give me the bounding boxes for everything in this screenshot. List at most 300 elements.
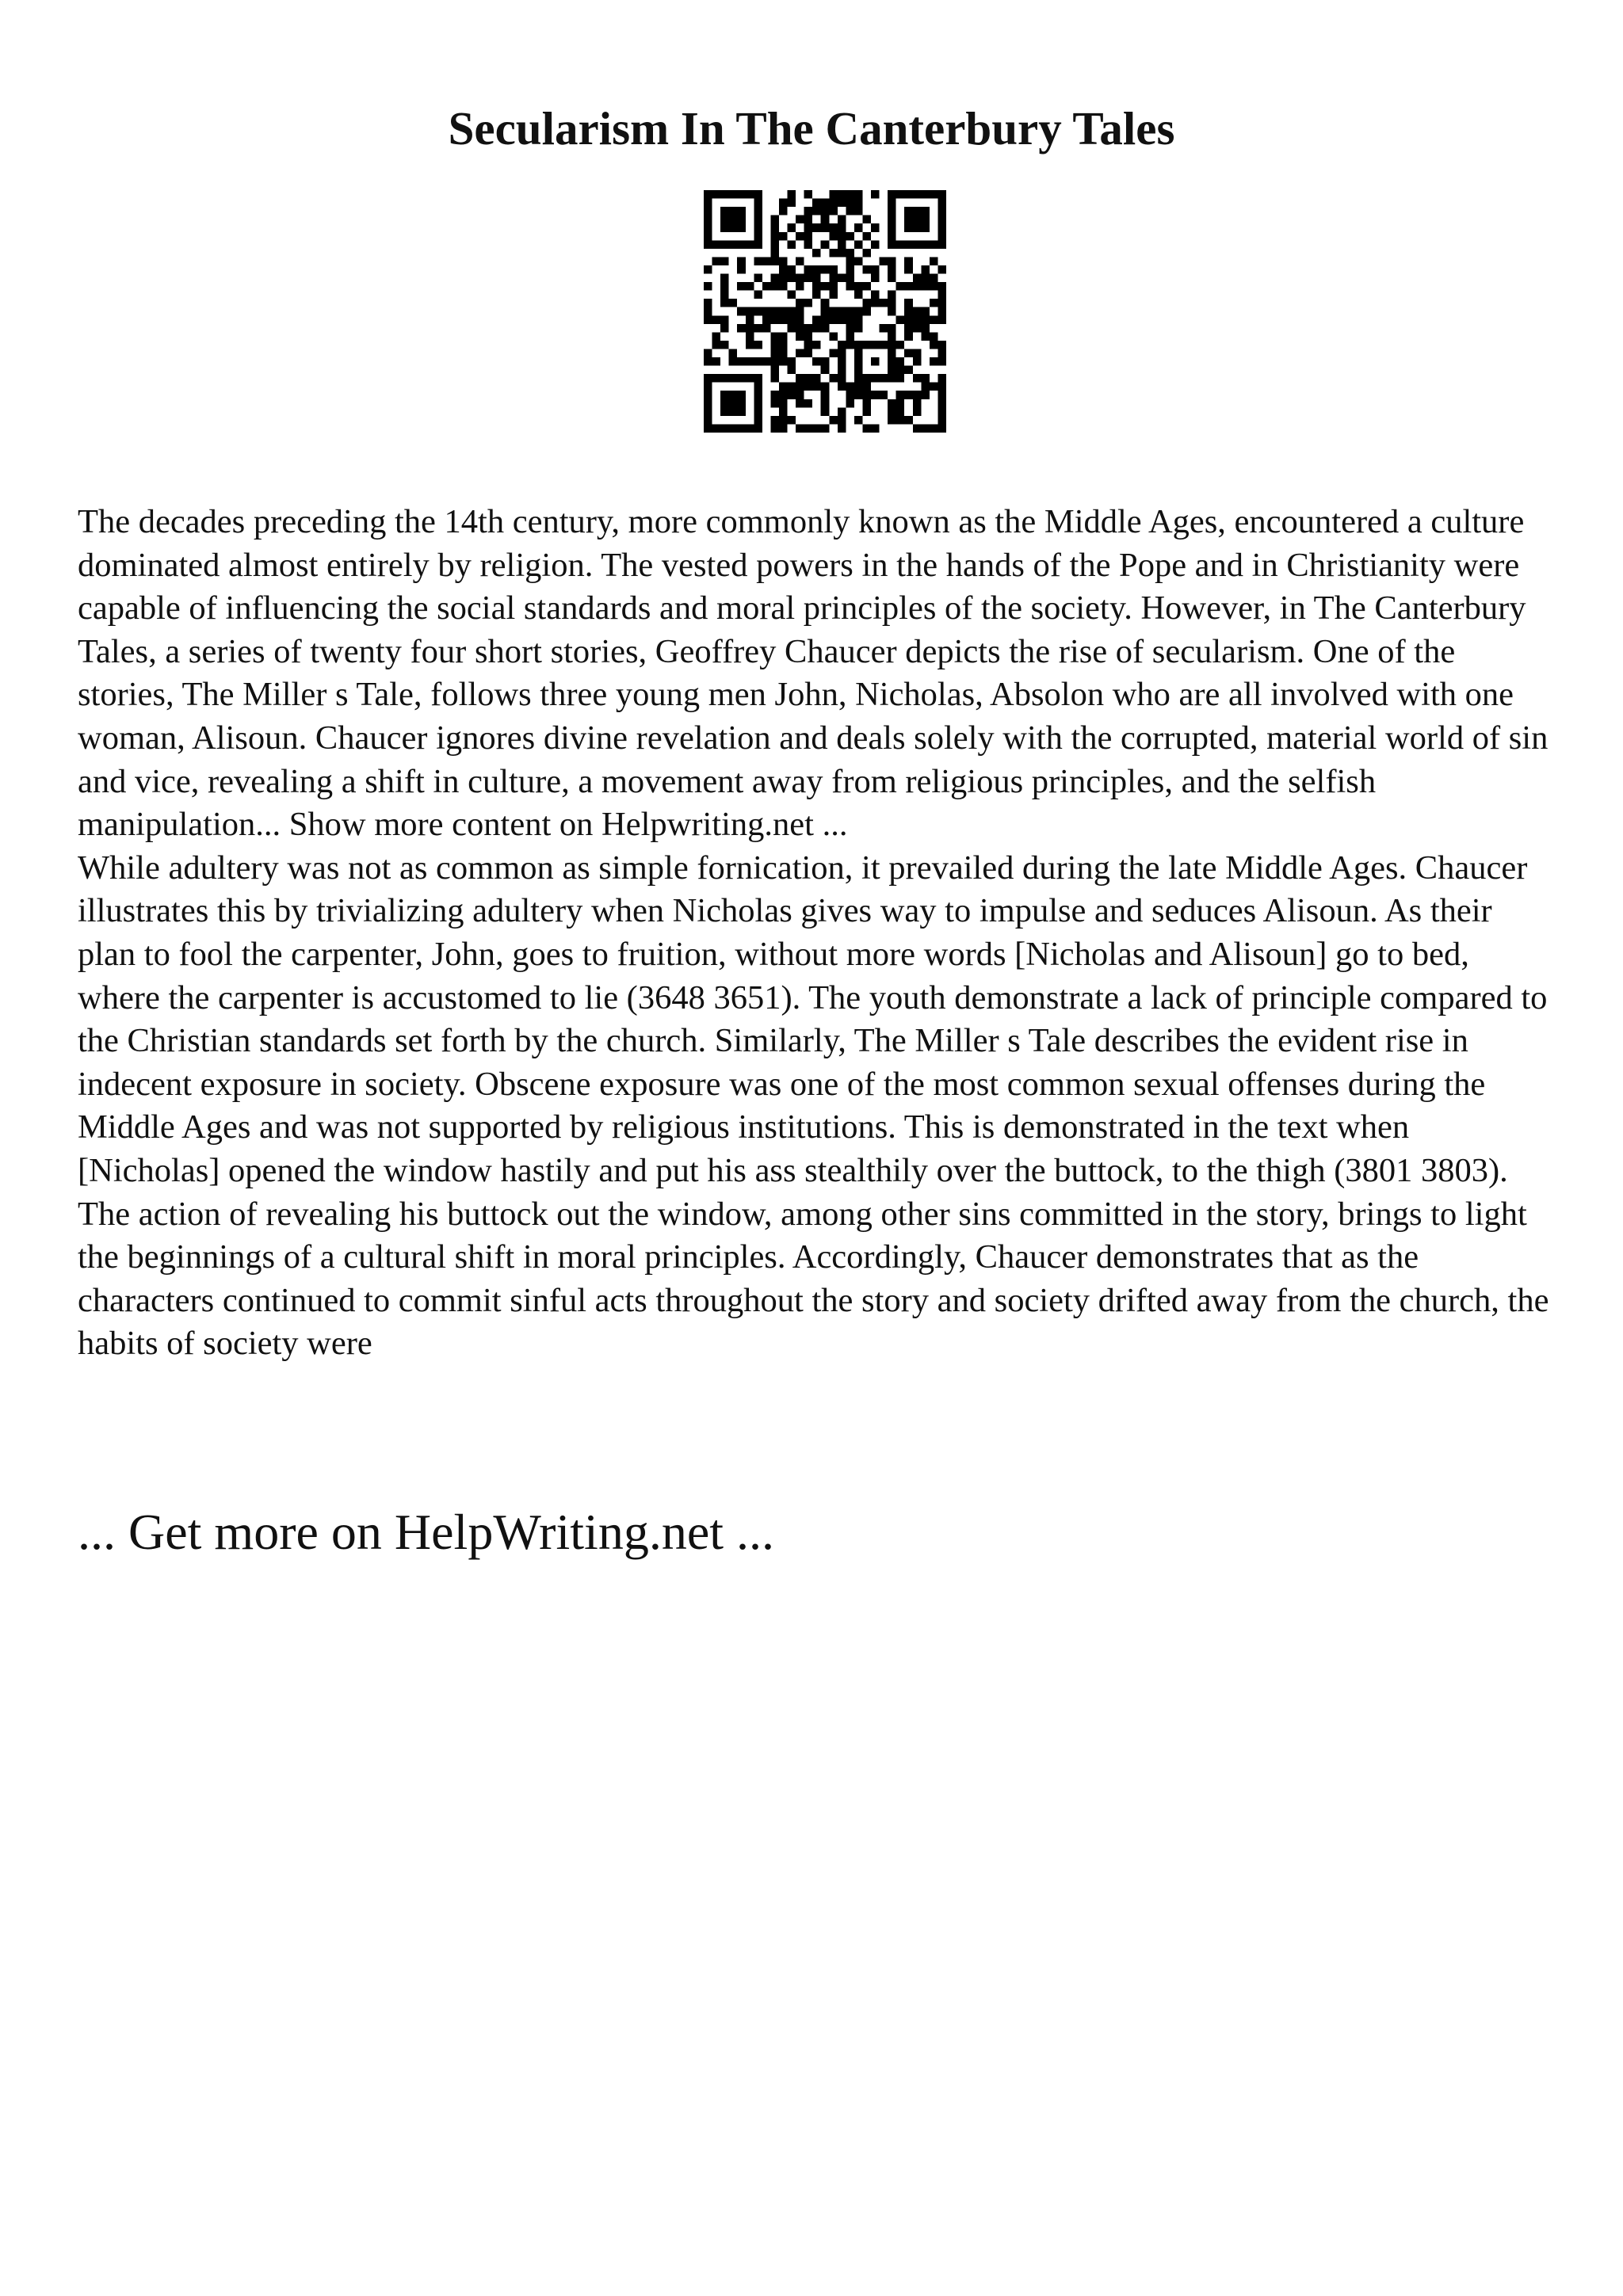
qr-module <box>779 257 788 265</box>
qr-module <box>938 383 946 391</box>
qr-module <box>930 357 938 366</box>
qr-module <box>821 324 830 333</box>
qr-module <box>829 207 838 215</box>
qr-module <box>904 215 913 224</box>
qr-module <box>846 207 854 215</box>
qr-module <box>796 282 804 291</box>
qr-module <box>904 366 913 375</box>
qr-module <box>754 383 762 391</box>
qr-module <box>888 207 896 215</box>
qr-module <box>770 357 779 366</box>
qr-module <box>746 341 754 349</box>
qr-module <box>754 424 762 433</box>
qr-module <box>704 240 712 249</box>
qr-module <box>829 199 838 208</box>
qr-module <box>729 399 738 408</box>
qr-module <box>821 215 830 224</box>
qr-module <box>846 391 854 399</box>
qr-module <box>846 315 854 324</box>
qr-module <box>779 315 788 324</box>
qr-module <box>720 315 729 324</box>
qr-module <box>854 341 863 349</box>
qr-module <box>804 207 813 215</box>
qr-module <box>862 391 871 399</box>
qr-module <box>704 207 712 215</box>
qr-module <box>729 357 738 366</box>
qr-module <box>838 341 846 349</box>
qr-module <box>779 391 788 399</box>
qr-module <box>737 223 746 232</box>
qr-module <box>737 357 746 366</box>
qr-module <box>762 324 771 333</box>
qr-module <box>888 416 896 425</box>
qr-module <box>888 399 896 408</box>
qr-module <box>720 299 729 307</box>
qr-module <box>804 232 813 241</box>
qr-module <box>796 299 804 307</box>
qr-module <box>796 315 804 324</box>
qr-module <box>821 240 830 249</box>
qr-module <box>921 215 930 224</box>
qr-module <box>762 307 771 316</box>
qr-module <box>896 366 905 375</box>
qr-module <box>846 190 854 199</box>
qr-module <box>854 374 863 383</box>
qr-module <box>938 391 946 399</box>
qr-module <box>871 374 880 383</box>
qr-module <box>770 215 779 224</box>
qr-module <box>754 240 762 249</box>
qr-module <box>779 232 788 241</box>
qr-module <box>896 399 905 408</box>
qr-module <box>704 424 712 433</box>
qr-module <box>862 399 871 408</box>
qr-module <box>712 357 721 366</box>
qr-module <box>796 274 804 283</box>
qr-module <box>829 374 838 383</box>
qr-module <box>871 357 880 366</box>
qr-module <box>930 383 938 391</box>
qr-module <box>737 391 746 399</box>
qr-module <box>938 291 946 299</box>
qr-module <box>796 257 804 265</box>
qr-module <box>913 407 922 416</box>
qr-module <box>779 307 788 316</box>
qr-module <box>862 265 871 274</box>
qr-module <box>854 324 863 333</box>
qr-module <box>913 223 922 232</box>
qr-module <box>888 240 896 249</box>
qr-module <box>770 374 779 383</box>
qr-module <box>812 274 821 283</box>
qr-module <box>770 416 779 425</box>
qr-module <box>704 416 712 425</box>
qr-module <box>812 223 821 232</box>
qr-module <box>779 332 788 341</box>
qr-module <box>746 240 754 249</box>
qr-module <box>921 315 930 324</box>
qr-module <box>812 265 821 274</box>
qr-module <box>888 257 896 265</box>
qr-module <box>770 424 779 433</box>
qr-module <box>821 207 830 215</box>
qr-module <box>862 307 871 316</box>
qr-module <box>838 357 846 366</box>
qr-module <box>770 349 779 357</box>
qr-module <box>804 383 813 391</box>
qr-module <box>770 307 779 316</box>
qr-module <box>720 399 729 408</box>
qr-module <box>704 265 712 274</box>
qr-module <box>838 407 846 416</box>
qr-module <box>754 374 762 383</box>
qr-module <box>896 416 905 425</box>
qr-module <box>930 257 938 265</box>
qr-module <box>888 199 896 208</box>
qr-module <box>896 240 905 249</box>
qr-module <box>846 257 854 265</box>
qr-module <box>746 332 754 341</box>
qr-module <box>737 282 746 291</box>
qr-module <box>737 190 746 199</box>
qr-module <box>770 399 779 408</box>
qr-module <box>921 282 930 291</box>
qr-module <box>704 307 712 316</box>
qr-module <box>704 190 712 199</box>
qr-module <box>829 249 838 257</box>
qr-module <box>921 332 930 341</box>
qr-module <box>729 407 738 416</box>
qr-module <box>812 424 821 433</box>
qr-module <box>754 407 762 416</box>
qr-module <box>804 341 813 349</box>
qr-module <box>770 315 779 324</box>
qr-module <box>904 223 913 232</box>
qr-module <box>888 366 896 375</box>
qr-module <box>888 299 896 307</box>
qr-module <box>829 232 838 241</box>
qr-module <box>838 215 846 224</box>
qr-module <box>720 424 729 433</box>
qr-module <box>754 291 762 299</box>
qr-module <box>880 341 888 349</box>
qr-module <box>829 349 838 357</box>
qr-module <box>921 374 930 383</box>
qr-module <box>829 274 838 283</box>
qr-module <box>896 341 905 349</box>
qr-module <box>854 307 863 316</box>
qr-module <box>913 315 922 324</box>
qr-module <box>896 391 905 399</box>
qr-module <box>704 232 712 241</box>
qr-module <box>812 291 821 299</box>
qr-module <box>871 424 880 433</box>
qr-module <box>888 223 896 232</box>
qr-module <box>913 357 922 366</box>
qr-module <box>779 199 788 208</box>
qr-module <box>821 223 830 232</box>
qr-module <box>838 374 846 383</box>
qr-code-graphic <box>704 190 946 433</box>
qr-module <box>846 274 854 283</box>
qr-module <box>737 207 746 215</box>
qr-module <box>779 265 788 274</box>
qr-module <box>913 349 922 357</box>
qr-module <box>938 240 946 249</box>
qr-module <box>862 232 871 241</box>
qr-module <box>704 315 712 324</box>
qr-module <box>829 291 838 299</box>
qr-module <box>754 416 762 425</box>
qr-module <box>746 424 754 433</box>
qr-module <box>779 399 788 408</box>
qr-module <box>838 366 846 375</box>
qr-module <box>746 190 754 199</box>
qr-module <box>938 299 946 307</box>
qr-module <box>904 324 913 333</box>
qr-module <box>720 282 729 291</box>
qr-module <box>812 282 821 291</box>
get-more-link[interactable]: ... Get more on HelpWriting.net ... <box>78 1504 774 1560</box>
qr-module <box>938 349 946 357</box>
qr-module <box>737 424 746 433</box>
qr-module <box>737 307 746 316</box>
qr-module <box>854 207 863 215</box>
qr-module <box>720 407 729 416</box>
qr-module <box>704 399 712 408</box>
qr-module <box>938 215 946 224</box>
qr-module <box>862 299 871 307</box>
qr-module <box>729 424 738 433</box>
qr-module <box>704 383 712 391</box>
qr-module <box>762 282 771 291</box>
qr-module <box>904 299 913 307</box>
qr-module <box>779 416 788 425</box>
qr-module <box>838 240 846 249</box>
qr-module <box>754 341 762 349</box>
qr-module <box>938 190 946 199</box>
qr-module <box>838 416 846 425</box>
qr-module <box>796 232 804 241</box>
qr-module <box>938 307 946 316</box>
qr-module <box>754 307 762 316</box>
qr-module <box>854 416 863 425</box>
qr-module <box>737 240 746 249</box>
qr-code-icon[interactable] <box>704 190 946 433</box>
qr-module <box>754 391 762 399</box>
qr-module <box>862 424 871 433</box>
qr-module <box>913 374 922 383</box>
qr-module <box>754 215 762 224</box>
qr-module <box>921 207 930 215</box>
qr-module <box>854 282 863 291</box>
qr-module <box>913 215 922 224</box>
qr-module <box>888 324 896 333</box>
qr-module <box>712 332 721 341</box>
qr-module <box>854 199 863 208</box>
qr-module <box>888 341 896 349</box>
qr-module <box>729 223 738 232</box>
qr-module <box>913 324 922 333</box>
qr-module <box>930 315 938 324</box>
qr-module <box>754 190 762 199</box>
qr-module <box>812 357 821 366</box>
qr-module <box>838 223 846 232</box>
qr-module <box>888 349 896 357</box>
qr-module <box>804 265 813 274</box>
qr-module <box>779 357 788 366</box>
qr-module <box>938 265 946 274</box>
qr-module <box>804 215 813 224</box>
qr-module <box>770 341 779 349</box>
qr-module <box>754 357 762 366</box>
qr-module <box>838 349 846 357</box>
qr-module <box>846 307 854 316</box>
qr-module <box>888 291 896 299</box>
qr-module <box>921 383 930 391</box>
qr-module <box>846 265 854 274</box>
qr-module <box>904 332 913 341</box>
qr-module <box>904 391 913 399</box>
qr-module <box>862 383 871 391</box>
qr-module <box>770 249 779 257</box>
qr-module <box>838 190 846 199</box>
qr-module <box>938 232 946 241</box>
qr-module <box>720 223 729 232</box>
qr-module <box>862 407 871 416</box>
qr-module <box>770 391 779 399</box>
qr-module <box>854 240 863 249</box>
qr-module <box>737 374 746 383</box>
qr-module <box>854 391 863 399</box>
qr-module <box>704 215 712 224</box>
qr-module <box>720 257 729 265</box>
qr-module <box>788 416 796 425</box>
qr-module <box>720 374 729 383</box>
qr-module <box>729 299 738 307</box>
qr-module <box>821 265 830 274</box>
qr-module <box>938 416 946 425</box>
qr-module <box>854 366 863 375</box>
qr-module <box>821 282 830 291</box>
qr-module <box>838 315 846 324</box>
qr-module <box>862 374 871 383</box>
qr-module <box>871 240 880 249</box>
qr-module <box>896 190 905 199</box>
qr-module <box>804 324 813 333</box>
qr-module <box>812 324 821 333</box>
qr-module <box>796 374 804 383</box>
qr-module <box>904 282 913 291</box>
qr-module <box>888 332 896 341</box>
qr-module <box>829 282 838 291</box>
qr-module <box>938 282 946 291</box>
qr-module <box>880 299 888 307</box>
qr-module <box>888 407 896 416</box>
qr-module <box>913 399 922 408</box>
qr-module <box>846 341 854 349</box>
qr-module <box>862 215 871 224</box>
qr-module <box>896 282 905 291</box>
qr-module <box>804 240 813 249</box>
qr-module <box>896 374 905 383</box>
qr-module <box>829 332 838 341</box>
qr-module <box>821 399 830 408</box>
qr-module <box>804 349 813 357</box>
qr-module <box>704 407 712 416</box>
qr-module <box>888 274 896 283</box>
qr-module <box>720 391 729 399</box>
qr-module <box>788 315 796 324</box>
qr-module <box>746 357 754 366</box>
qr-module <box>871 223 880 232</box>
qr-module <box>904 257 913 265</box>
qr-module <box>812 315 821 324</box>
qr-module <box>779 341 788 349</box>
qr-module <box>862 249 871 257</box>
qr-module <box>812 249 821 257</box>
qr-module <box>821 307 830 316</box>
qr-module <box>796 391 804 399</box>
qr-module <box>712 424 721 433</box>
qr-module <box>796 215 804 224</box>
qr-module <box>796 424 804 433</box>
qr-module <box>930 282 938 291</box>
qr-module <box>729 190 738 199</box>
qr-module <box>779 349 788 357</box>
qr-module <box>921 424 930 433</box>
qr-module <box>904 265 913 274</box>
qr-module <box>796 332 804 341</box>
qr-module <box>854 257 863 265</box>
qr-module <box>704 199 712 208</box>
qr-module <box>838 307 846 316</box>
qr-module <box>712 190 721 199</box>
qr-module <box>788 291 796 299</box>
qr-module <box>913 424 922 433</box>
qr-module <box>746 307 754 316</box>
qr-module <box>812 199 821 208</box>
qr-module <box>829 315 838 324</box>
qr-module <box>938 199 946 208</box>
qr-module <box>821 299 830 307</box>
qr-module <box>871 291 880 299</box>
qr-module <box>888 232 896 241</box>
qr-module <box>930 274 938 283</box>
qr-module <box>854 349 863 357</box>
qr-module <box>846 249 854 257</box>
qr-module <box>821 383 830 391</box>
qr-module <box>913 391 922 399</box>
qr-module <box>737 324 746 333</box>
qr-module <box>854 357 863 366</box>
qr-module <box>770 366 779 375</box>
qr-module <box>788 366 796 375</box>
qr-module <box>896 315 905 324</box>
qr-module <box>762 315 771 324</box>
qr-module <box>779 207 788 215</box>
qr-module <box>804 299 813 307</box>
qr-module <box>720 291 729 299</box>
paragraph-1: The decades preceding the 14th century, more commonly known as the Middle Ages, encountered a culture dominated almost entirely by religion. The vested powers in the hands of the Pope and in Christianity were capable of influencing the social standards and moral principles of the society. However, in The Canterbury Tales, a series of twenty four short stories, Geoffrey Chaucer depicts the rise of secularism. One of the stories, The Miller s Tale, follows three young men John, Nicholas, Absolon who are all involved with one woman, Alisoun. Chaucer ignores divine revelation and deals solely with the corrupted, material world of sin and vice, revealing a shift in culture, a movement away from religious principles, and the selfish manipulation... Show more content on Helpwriting.net ... <box>78 503 1549 844</box>
qr-module <box>930 240 938 249</box>
qr-module <box>930 299 938 307</box>
qr-module <box>871 190 880 199</box>
qr-module <box>729 374 738 383</box>
qr-module <box>712 315 721 324</box>
qr-module <box>829 190 838 199</box>
qr-module <box>904 315 913 324</box>
